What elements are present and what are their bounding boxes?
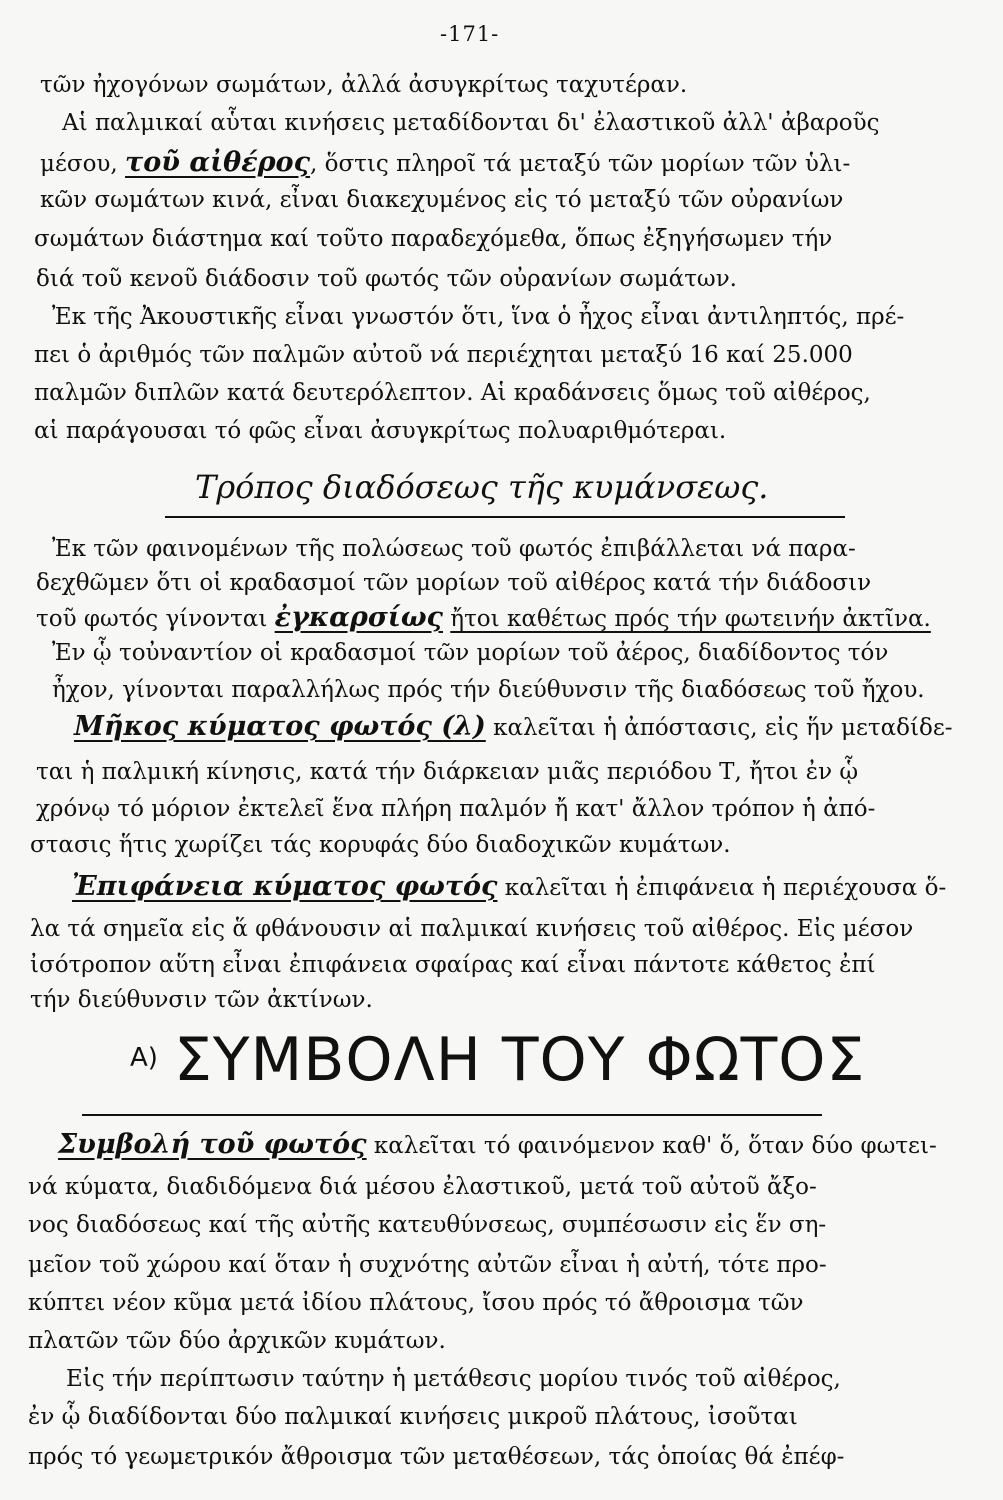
text-fragment: τοῦ φωτός γίνονται xyxy=(36,606,268,632)
text-line: ἐν ᾧ διαδίδονται δύο παλμικαί κινήσεις μικροῦ πλάτους, ἰσοῦται xyxy=(28,1404,798,1430)
text-line: κῶν σωμάτων κινά, εἶναι διακεχυμένος εἰς τό μεταξύ τῶν οὐρανίων xyxy=(40,187,844,213)
text-line: ἰσότροπον αὕτη εἶναι ἐπιφάνεια σφαίρας καί εἶναι πάντοτε κάθετος ἐπί xyxy=(30,952,876,978)
text-line xyxy=(58,1130,937,1161)
text-line xyxy=(72,872,946,903)
text-line xyxy=(74,712,953,743)
text-line: τῶν ἠχογόνων σωμάτων, ἀλλά ἀσυγκρίτως ταχυτέραν. xyxy=(40,72,688,98)
text-line: Εἰς τήν περίπτωσιν ταύτην ἡ μετάθεσις μορίου τινός τοῦ αἰθέρος, xyxy=(66,1366,841,1392)
text-fragment: καλεῖται ἡ ἀπόστασις, εἰς ἥν μεταδίδε- xyxy=(493,715,953,741)
text-line: πει ὁ ἀριθμός τῶν παλμῶν αὐτοῦ νά περιέχηται μεταξύ 16 καί 25.000 xyxy=(34,342,853,368)
text-fragment: ἤτοι καθέτως πρός τήν φωτεινήν ἀκτῖνα. xyxy=(450,606,931,632)
text-line: πλατῶν τῶν δύο ἀρχικῶν κυμάτων. xyxy=(28,1328,446,1354)
term-interference: Συμβολή τοῦ φωτός xyxy=(58,1129,367,1160)
text-line: πρός τό γεωμετρικόν ἄθροισμα τῶν μεταθέσεων, τάς ὁποίας θά ἐπέφ- xyxy=(28,1444,845,1470)
text-line: ται ἡ παλμική κίνησις, κατά τήν διάρκειαν μιᾶς περιόδου Τ, ἤτοι ἐν ᾧ xyxy=(36,759,859,785)
chapter-heading xyxy=(130,1025,865,1095)
chapter-divider xyxy=(82,1114,822,1116)
text-line: νος διαδόσεως καί τῆς αὐτῆς κατευθύνσεως, συμπέσωσιν εἰς ἕν ση- xyxy=(28,1212,827,1238)
chapter-title: ΣΥΜΒΟΛΗ ΤΟΥ ΦΩΤΟΣ xyxy=(173,1025,866,1095)
text-line: κύπτει νέον κῦμα μετά ἰδίου πλάτους, ἴσου πρός τό ἄθροισμα τῶν xyxy=(28,1290,804,1316)
text-fragment: καλεῖται ἡ ἐπιφάνεια ἡ περιέχουσα ὅ- xyxy=(504,875,947,901)
term-wavelength: Μῆκος κύματος φωτός (λ) xyxy=(74,711,486,742)
text-line: αἱ παράγουσαι τό φῶς εἶναι ἀσυγκρίτως πολυαριθμότεραι. xyxy=(34,418,727,444)
text-line: τήν διεύθυνσιν τῶν ἀκτίνων. xyxy=(30,987,373,1013)
text-fragment: , ὅστις πληροῖ τά μεταξύ τῶν μορίων τῶν ὑλι- xyxy=(310,151,851,177)
text-line: Ἐκ τῶν φαινομένων τῆς πολώσεως τοῦ φωτός ἐπιβάλλεται νά παρα- xyxy=(52,536,856,562)
section-title: Τρόπος διαδόσεως τῆς κυμάνσεως. xyxy=(195,468,769,506)
text-line: παλμῶν διπλῶν κατά δευτερόλεπτον. Αἱ κραδάνσεις ὅμως τοῦ αἰθέρος, xyxy=(34,380,871,406)
term-wavefront: Ἐπιφάνεια κύματος φωτός xyxy=(72,871,498,902)
page-number: -171- xyxy=(440,22,500,46)
text-fragment: καλεῖται τό φαινόμενον καθ' ὅ, ὅταν δύο φωτει- xyxy=(373,1133,937,1159)
text-line: Ἐκ τῆς Ἀκουστικῆς εἶναι γνωστόν ὅτι, ἵνα ὁ ἦχος εἶναι ἀντιληπτός, πρέ- xyxy=(52,304,905,330)
text-line: χρόνῳ τό μόριον ἐκτελεῖ ἕνα πλήρη παλμόν ἤ κατ' ἄλλον τρόπον ἡ ἀπό- xyxy=(36,796,876,822)
text-line: σωμάτων διάστημα καί τοῦτο παραδεχόμεθα, ὅπως ἐξηγήσωμεν τήν xyxy=(34,226,833,252)
text-line xyxy=(40,148,850,179)
section-divider xyxy=(165,516,845,518)
text-line: νά κύματα, διαδιδόμενα διά μέσου ἐλαστικοῦ, μετά τοῦ αὐτοῦ ἄξο- xyxy=(28,1174,817,1200)
chapter-letter: Α) xyxy=(130,1043,158,1073)
text-line: Ἐν ᾧ τοὐναντίον οἱ κραδασμοί τῶν μορίων τοῦ ἀέρος, διαδίδοντος τόν xyxy=(52,640,889,666)
term-aether: τοῦ αἰθέρος xyxy=(125,147,311,178)
text-fragment: μέσου, xyxy=(40,151,118,177)
text-line: μεῖον τοῦ χώρου καί ὅταν ἡ συχνότης αὐτῶν εἶναι ἡ αὐτή, τότε προ- xyxy=(28,1252,827,1278)
text-line: διά τοῦ κενοῦ διάδοσιν τοῦ φωτός τῶν οὐρανίων σωμάτων. xyxy=(36,266,737,292)
term-transverse: ἐγκαρσίως xyxy=(274,602,443,633)
text-line: δεχθῶμεν ὅτι οἱ κραδασμοί τῶν μορίων τοῦ αἰθέρος κατά τήν διάδοσιν xyxy=(36,570,872,596)
text-line xyxy=(36,603,931,634)
text-line: στασις ἥτις χωρίζει τάς κορυφάς δύο διαδοχικῶν κυμάτων. xyxy=(30,832,731,858)
text-line: Αἱ παλμικαί αὗται κινήσεις μεταδίδονται δι' ἐλαστικοῦ ἀλλ' ἀβαροῦς xyxy=(62,110,880,136)
text-line: ἦχον, γίνονται παραλλήλως πρός τήν διεύθυνσιν τῆς διαδόσεως τοῦ ἤχου. xyxy=(52,677,925,703)
text-line: λα τά σημεῖα εἰς ἅ φθάνουσιν αἱ παλμικαί κινήσεις τοῦ αἰθέρος. Εἰς μέσον xyxy=(30,916,914,942)
